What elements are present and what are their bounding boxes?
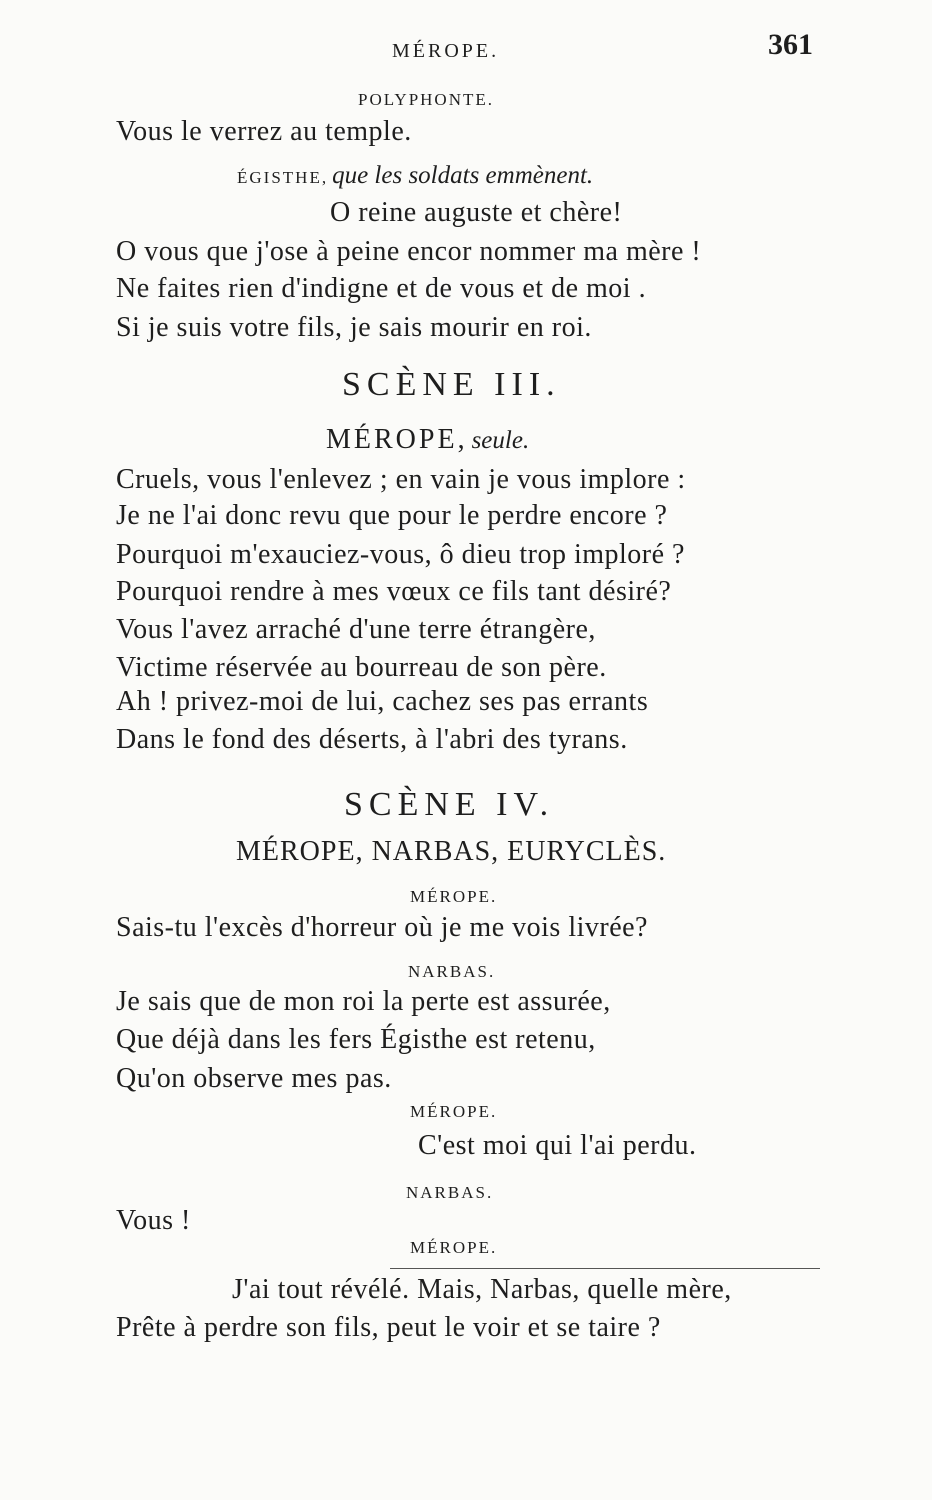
speaker-egisthe: ÉGISTHE, (237, 168, 329, 187)
verse-line: Prête à perdre son fils, peut le voir et se taire ? (116, 1312, 661, 1343)
verse-line: Je sais que de mon roi la perte est assurée, (116, 986, 611, 1017)
running-head: MÉROPE. (392, 40, 500, 62)
verse-line: Vous ! (116, 1205, 191, 1236)
speaker-narbas: NARBAS. (406, 1183, 494, 1202)
speaker-narbas: NARBAS. (408, 962, 496, 981)
scene-heading-3: SCÈNE III. (342, 366, 561, 403)
stage-direction: seule. (471, 427, 530, 454)
speaker-merope: MÉROPE. (410, 887, 498, 906)
character-name: MÉROPE, (326, 424, 468, 455)
speaker-merope: MÉROPE. (410, 1102, 498, 1121)
verse-line: Pourquoi rendre à mes vœux ce fils tant désiré? (116, 576, 672, 607)
bleed-rule (390, 1268, 820, 1269)
verse-line: Que déjà dans les fers Égisthe est retenu, (116, 1024, 596, 1055)
verse-line: O reine auguste et chère! (330, 197, 623, 228)
scene-heading-4: SCÈNE IV. (344, 786, 555, 823)
verse-line: Ne faites rien d'indigne et de vous et de moi . (116, 273, 647, 304)
verse-line: Qu'on observe mes pas. (116, 1063, 392, 1094)
verse-line: Dans le fond des déserts, à l'abri des tyrans. (116, 724, 628, 755)
verse-line: J'ai tout révélé. Mais, Narbas, quelle mère, (232, 1274, 732, 1305)
verse-line: Vous l'avez arraché d'une terre étrangère, (116, 614, 596, 645)
page-number: 361 (768, 28, 813, 61)
verse-line: Si je suis votre fils, je sais mourir en roi. (116, 312, 592, 343)
verse-line: Ah ! privez-moi de lui, cachez ses pas errants (116, 686, 649, 717)
verse-line: Pourquoi m'exauciez-vous, ô dieu trop imploré ? (116, 539, 685, 570)
speaker-polyphonte: POLYPHONTE. (358, 90, 494, 109)
stage-direction-egisthe (237, 162, 593, 190)
speaker-merope: MÉROPE. (410, 1238, 498, 1257)
cast-list: MÉROPE, NARBAS, EURYCLÈS. (236, 836, 667, 867)
verse-line: C'est moi qui l'ai perdu. (418, 1130, 697, 1161)
verse-line: O vous que j'ose à peine encor nommer ma mère ! (116, 236, 702, 267)
verse-line: Je ne l'ai donc revu que pour le perdre encore ? (116, 500, 668, 531)
character-heading-merope-seule (326, 424, 529, 456)
verse-line: Cruels, vous l'enlevez ; en vain je vous implore : (116, 464, 686, 495)
stage-direction: que les soldats emmènent. (332, 162, 594, 189)
verse-line: Victime réservée au bourreau de son père. (116, 652, 607, 683)
verse-line: Vous le verrez au temple. (116, 116, 412, 147)
verse-line: Sais-tu l'excès d'horreur où je me vois livrée? (116, 912, 648, 943)
